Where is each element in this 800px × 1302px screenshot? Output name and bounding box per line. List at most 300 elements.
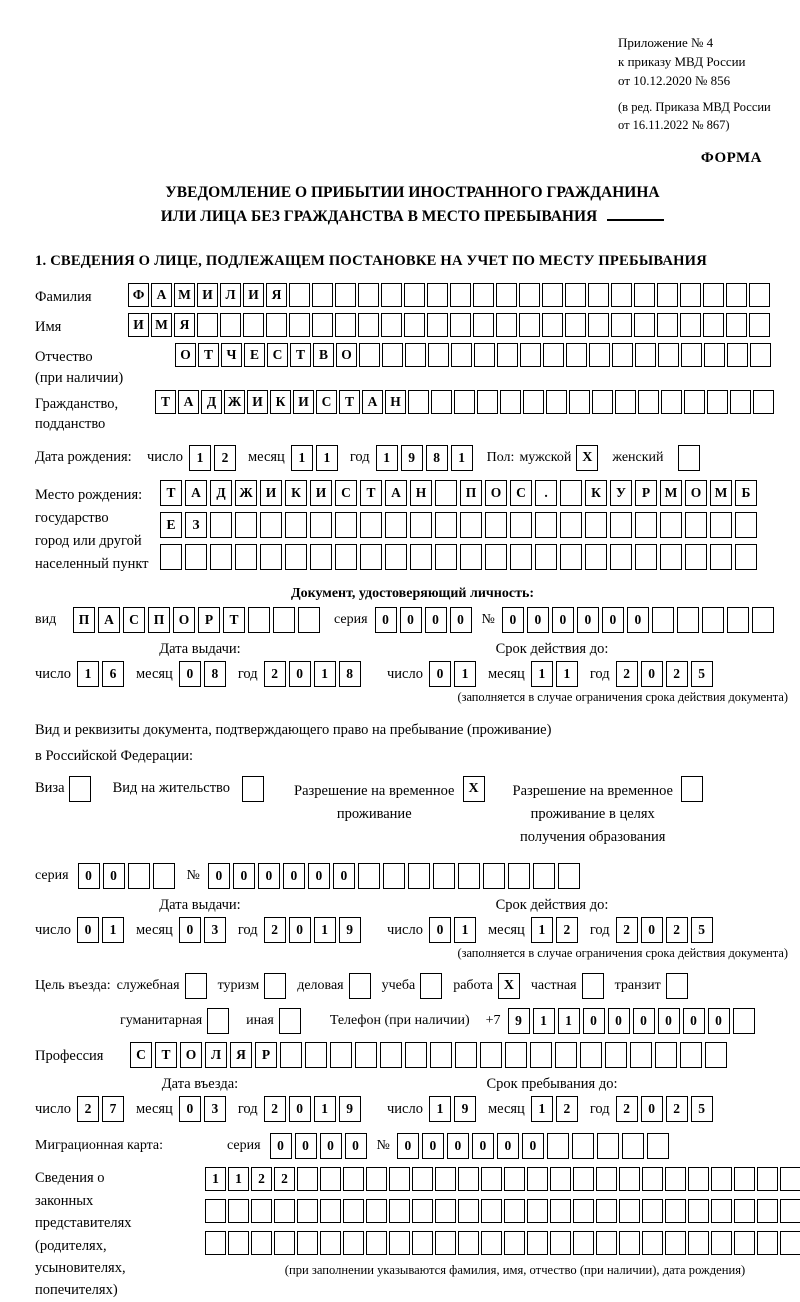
char-cell[interactable]: 8 — [426, 445, 448, 471]
char-cell[interactable] — [297, 1231, 318, 1255]
char-cell[interactable]: 1 — [77, 661, 99, 687]
char-cell[interactable] — [750, 343, 771, 367]
char-cell[interactable] — [477, 390, 498, 414]
char-cell[interactable] — [688, 1231, 709, 1255]
char-cell[interactable] — [389, 1167, 410, 1191]
char-cell[interactable] — [588, 313, 609, 337]
char-cell[interactable] — [596, 1231, 617, 1255]
char-cell[interactable] — [480, 1042, 502, 1068]
residence-permit-checkbox[interactable] — [242, 776, 264, 802]
purpose-chastnaya-checkbox[interactable] — [582, 973, 604, 999]
char-cell[interactable] — [660, 512, 682, 538]
char-cell[interactable]: И — [243, 283, 264, 307]
char-cell[interactable] — [684, 390, 705, 414]
char-cell[interactable]: Ч — [221, 343, 242, 367]
char-cell[interactable] — [433, 863, 455, 889]
char-cell[interactable] — [642, 1167, 663, 1191]
char-cell[interactable]: 1 — [451, 445, 473, 471]
char-cell[interactable]: С — [130, 1042, 152, 1068]
char-cell[interactable] — [589, 343, 610, 367]
char-cell[interactable] — [412, 1167, 433, 1191]
char-cell[interactable] — [335, 544, 357, 570]
char-cell[interactable]: 0 — [397, 1133, 419, 1159]
char-cell[interactable] — [508, 863, 530, 889]
char-cell[interactable]: 0 — [641, 1096, 663, 1122]
char-cell[interactable]: 2 — [666, 917, 688, 943]
char-cell[interactable] — [550, 1231, 571, 1255]
char-cell[interactable]: 0 — [320, 1133, 342, 1159]
char-cell[interactable] — [681, 343, 702, 367]
char-cell[interactable]: 3 — [204, 917, 226, 943]
char-cell[interactable]: 0 — [345, 1133, 367, 1159]
char-cell[interactable]: 0 — [295, 1133, 317, 1159]
char-cell[interactable]: М — [710, 480, 732, 506]
surname-cells[interactable] — [128, 283, 770, 307]
migration-seriya-cells[interactable] — [270, 1133, 367, 1159]
char-cell[interactable] — [638, 390, 659, 414]
char-cell[interactable] — [383, 863, 405, 889]
char-cell[interactable] — [585, 544, 607, 570]
char-cell[interactable]: 5 — [691, 661, 713, 687]
char-cell[interactable]: 0 — [658, 1008, 680, 1034]
char-cell[interactable] — [680, 313, 701, 337]
char-cell[interactable] — [734, 1167, 755, 1191]
char-cell[interactable]: И — [260, 480, 282, 506]
citizenship-cells[interactable] — [155, 390, 774, 414]
char-cell[interactable]: 1 — [376, 445, 398, 471]
char-cell[interactable] — [297, 1167, 318, 1191]
char-cell[interactable] — [685, 544, 707, 570]
char-cell[interactable]: 8 — [339, 661, 361, 687]
char-cell[interactable] — [412, 1231, 433, 1255]
char-cell[interactable]: 0 — [400, 607, 422, 633]
identity-issue-day-cells[interactable] — [77, 661, 124, 687]
char-cell[interactable] — [660, 544, 682, 570]
char-cell[interactable] — [704, 343, 725, 367]
char-cell[interactable]: 2 — [214, 445, 236, 471]
char-cell[interactable] — [335, 283, 356, 307]
char-cell[interactable]: П — [73, 607, 95, 633]
char-cell[interactable]: Я — [266, 283, 287, 307]
char-cell[interactable]: 9 — [454, 1096, 476, 1122]
char-cell[interactable] — [610, 544, 632, 570]
char-cell[interactable]: 1 — [314, 661, 336, 687]
char-cell[interactable]: А — [185, 480, 207, 506]
char-cell[interactable] — [550, 1167, 571, 1191]
char-cell[interactable] — [298, 607, 320, 633]
char-cell[interactable] — [496, 313, 517, 337]
char-cell[interactable] — [652, 607, 674, 633]
char-cell[interactable] — [410, 512, 432, 538]
char-cell[interactable]: 0 — [422, 1133, 444, 1159]
char-cell[interactable] — [757, 1231, 778, 1255]
char-cell[interactable] — [622, 1133, 644, 1159]
char-cell[interactable]: 0 — [270, 1133, 292, 1159]
char-cell[interactable]: 0 — [429, 917, 451, 943]
char-cell[interactable]: 1 — [228, 1167, 249, 1191]
char-cell[interactable]: Ж — [235, 480, 257, 506]
char-cell[interactable] — [289, 313, 310, 337]
char-cell[interactable] — [380, 1042, 402, 1068]
char-cell[interactable]: 0 — [233, 863, 255, 889]
char-cell[interactable] — [519, 283, 540, 307]
char-cell[interactable] — [450, 313, 471, 337]
char-cell[interactable]: 2 — [666, 1096, 688, 1122]
char-cell[interactable] — [335, 512, 357, 538]
char-cell[interactable]: И — [310, 480, 332, 506]
char-cell[interactable] — [343, 1199, 364, 1223]
char-cell[interactable] — [481, 1231, 502, 1255]
char-cell[interactable] — [185, 544, 207, 570]
char-cell[interactable]: Я — [230, 1042, 252, 1068]
char-cell[interactable]: 0 — [208, 863, 230, 889]
char-cell[interactable] — [458, 1199, 479, 1223]
char-cell[interactable] — [310, 544, 332, 570]
char-cell[interactable] — [635, 512, 657, 538]
entry-month-cells[interactable] — [179, 1096, 226, 1122]
char-cell[interactable] — [285, 512, 307, 538]
char-cell[interactable] — [680, 1042, 702, 1068]
char-cell[interactable] — [485, 512, 507, 538]
char-cell[interactable]: Т — [223, 607, 245, 633]
char-cell[interactable]: 2 — [264, 1096, 286, 1122]
char-cell[interactable]: З — [185, 512, 207, 538]
char-cell[interactable]: В — [313, 343, 334, 367]
char-cell[interactable]: 0 — [179, 917, 201, 943]
char-cell[interactable]: О — [485, 480, 507, 506]
char-cell[interactable] — [546, 390, 567, 414]
char-cell[interactable] — [500, 390, 521, 414]
char-cell[interactable]: 2 — [251, 1167, 272, 1191]
char-cell[interactable] — [381, 313, 402, 337]
char-cell[interactable] — [320, 1199, 341, 1223]
char-cell[interactable] — [734, 1231, 755, 1255]
char-cell[interactable] — [680, 283, 701, 307]
char-cell[interactable]: П — [148, 607, 170, 633]
char-cell[interactable] — [274, 1199, 295, 1223]
char-cell[interactable] — [661, 390, 682, 414]
char-cell[interactable] — [481, 1199, 502, 1223]
char-cell[interactable] — [572, 1133, 594, 1159]
char-cell[interactable] — [727, 343, 748, 367]
residence-seriya-cells[interactable] — [78, 863, 175, 889]
char-cell[interactable] — [702, 607, 724, 633]
migration-nomer-cells[interactable] — [397, 1133, 669, 1159]
char-cell[interactable] — [330, 1042, 352, 1068]
char-cell[interactable] — [473, 283, 494, 307]
stay-month-cells[interactable] — [531, 1096, 578, 1122]
char-cell[interactable] — [428, 343, 449, 367]
purpose-gumanitarnaya-checkbox[interactable] — [207, 1008, 229, 1034]
char-cell[interactable]: 0 — [425, 607, 447, 633]
char-cell[interactable]: 0 — [497, 1133, 519, 1159]
char-cell[interactable] — [677, 607, 699, 633]
char-cell[interactable] — [635, 544, 657, 570]
char-cell[interactable] — [431, 390, 452, 414]
char-cell[interactable] — [274, 1231, 295, 1255]
char-cell[interactable] — [605, 1042, 627, 1068]
doc-type-cells[interactable] — [73, 607, 320, 633]
char-cell[interactable] — [289, 283, 310, 307]
char-cell[interactable] — [455, 1042, 477, 1068]
char-cell[interactable] — [619, 1199, 640, 1223]
char-cell[interactable]: 0 — [179, 661, 201, 687]
char-cell[interactable] — [305, 1042, 327, 1068]
legal-row2-cells[interactable] — [205, 1199, 800, 1223]
char-cell[interactable]: 2 — [274, 1167, 295, 1191]
char-cell[interactable]: 2 — [77, 1096, 99, 1122]
char-cell[interactable] — [404, 283, 425, 307]
char-cell[interactable] — [266, 313, 287, 337]
char-cell[interactable] — [460, 544, 482, 570]
char-cell[interactable]: 1 — [314, 917, 336, 943]
char-cell[interactable] — [657, 313, 678, 337]
char-cell[interactable] — [210, 512, 232, 538]
purpose-delovaya-checkbox[interactable] — [349, 973, 371, 999]
char-cell[interactable] — [735, 512, 757, 538]
char-cell[interactable] — [427, 283, 448, 307]
char-cell[interactable] — [780, 1231, 800, 1255]
char-cell[interactable] — [585, 512, 607, 538]
char-cell[interactable]: . — [535, 480, 557, 506]
char-cell[interactable]: К — [270, 390, 291, 414]
char-cell[interactable] — [555, 1042, 577, 1068]
char-cell[interactable] — [251, 1199, 272, 1223]
char-cell[interactable] — [611, 283, 632, 307]
char-cell[interactable] — [727, 607, 749, 633]
char-cell[interactable]: Ж — [224, 390, 245, 414]
purpose-turizm-checkbox[interactable] — [264, 973, 286, 999]
char-cell[interactable] — [385, 544, 407, 570]
char-cell[interactable] — [343, 1231, 364, 1255]
char-cell[interactable]: С — [510, 480, 532, 506]
char-cell[interactable] — [634, 313, 655, 337]
char-cell[interactable] — [630, 1042, 652, 1068]
char-cell[interactable] — [665, 1231, 686, 1255]
char-cell[interactable] — [310, 512, 332, 538]
char-cell[interactable]: У — [610, 480, 632, 506]
char-cell[interactable]: А — [98, 607, 120, 633]
char-cell[interactable]: 2 — [616, 1096, 638, 1122]
char-cell[interactable]: М — [660, 480, 682, 506]
char-cell[interactable]: 0 — [333, 863, 355, 889]
char-cell[interactable] — [320, 1167, 341, 1191]
char-cell[interactable] — [474, 343, 495, 367]
gender-female-checkbox[interactable] — [678, 445, 700, 471]
char-cell[interactable]: 0 — [308, 863, 330, 889]
char-cell[interactable] — [473, 313, 494, 337]
char-cell[interactable]: О — [180, 1042, 202, 1068]
char-cell[interactable] — [642, 1199, 663, 1223]
char-cell[interactable]: О — [175, 343, 196, 367]
entry-day-cells[interactable] — [77, 1096, 124, 1122]
char-cell[interactable] — [580, 1042, 602, 1068]
char-cell[interactable] — [612, 343, 633, 367]
char-cell[interactable] — [560, 512, 582, 538]
char-cell[interactable] — [248, 607, 270, 633]
patronymic-cells[interactable] — [175, 343, 771, 367]
char-cell[interactable] — [688, 1199, 709, 1223]
char-cell[interactable] — [320, 1231, 341, 1255]
char-cell[interactable]: 2 — [264, 917, 286, 943]
char-cell[interactable]: 0 — [552, 607, 574, 633]
char-cell[interactable] — [366, 1231, 387, 1255]
char-cell[interactable] — [381, 283, 402, 307]
purpose-inaya-checkbox[interactable] — [279, 1008, 301, 1034]
char-cell[interactable]: 0 — [289, 1096, 311, 1122]
char-cell[interactable]: Р — [255, 1042, 277, 1068]
char-cell[interactable] — [343, 1167, 364, 1191]
char-cell[interactable] — [481, 1167, 502, 1191]
char-cell[interactable] — [408, 390, 429, 414]
char-cell[interactable]: 1 — [531, 661, 553, 687]
char-cell[interactable] — [565, 283, 586, 307]
char-cell[interactable]: П — [460, 480, 482, 506]
char-cell[interactable] — [619, 1167, 640, 1191]
char-cell[interactable] — [703, 313, 724, 337]
char-cell[interactable] — [520, 343, 541, 367]
char-cell[interactable] — [685, 512, 707, 538]
char-cell[interactable]: М — [174, 283, 195, 307]
char-cell[interactable]: 0 — [450, 607, 472, 633]
char-cell[interactable]: 0 — [602, 607, 624, 633]
char-cell[interactable] — [527, 1199, 548, 1223]
char-cell[interactable]: А — [178, 390, 199, 414]
char-cell[interactable]: Е — [160, 512, 182, 538]
char-cell[interactable] — [366, 1199, 387, 1223]
char-cell[interactable] — [404, 313, 425, 337]
char-cell[interactable]: 0 — [78, 863, 100, 889]
char-cell[interactable] — [458, 863, 480, 889]
char-cell[interactable] — [780, 1167, 800, 1191]
char-cell[interactable]: 0 — [522, 1133, 544, 1159]
identity-valid-day-cells[interactable] — [429, 661, 476, 687]
char-cell[interactable]: С — [267, 343, 288, 367]
purpose-tranzit-checkbox[interactable] — [666, 973, 688, 999]
char-cell[interactable]: 0 — [683, 1008, 705, 1034]
char-cell[interactable] — [251, 1231, 272, 1255]
char-cell[interactable]: 1 — [454, 917, 476, 943]
char-cell[interactable]: Т — [360, 480, 382, 506]
identity-issue-year-cells[interactable] — [264, 661, 361, 687]
char-cell[interactable] — [558, 863, 580, 889]
char-cell[interactable] — [504, 1167, 525, 1191]
char-cell[interactable] — [435, 1199, 456, 1223]
char-cell[interactable] — [458, 1167, 479, 1191]
char-cell[interactable] — [565, 313, 586, 337]
char-cell[interactable] — [389, 1231, 410, 1255]
char-cell[interactable] — [153, 863, 175, 889]
char-cell[interactable] — [665, 1199, 686, 1223]
char-cell[interactable]: 1 — [291, 445, 313, 471]
char-cell[interactable]: Н — [385, 390, 406, 414]
char-cell[interactable]: 1 — [531, 1096, 553, 1122]
char-cell[interactable] — [405, 343, 426, 367]
stay-day-cells[interactable] — [429, 1096, 476, 1122]
legal-row1-cells[interactable] — [205, 1167, 800, 1191]
visa-checkbox[interactable] — [69, 776, 91, 802]
residence-issue-month-cells[interactable] — [179, 917, 226, 943]
char-cell[interactable] — [228, 1231, 249, 1255]
char-cell[interactable]: Л — [205, 1042, 227, 1068]
char-cell[interactable] — [615, 390, 636, 414]
char-cell[interactable] — [435, 512, 457, 538]
char-cell[interactable]: Б — [735, 480, 757, 506]
char-cell[interactable] — [634, 283, 655, 307]
char-cell[interactable] — [360, 512, 382, 538]
char-cell[interactable] — [573, 1167, 594, 1191]
char-cell[interactable] — [205, 1231, 226, 1255]
char-cell[interactable] — [389, 1199, 410, 1223]
char-cell[interactable]: Т — [198, 343, 219, 367]
char-cell[interactable]: 0 — [577, 607, 599, 633]
char-cell[interactable]: 1 — [102, 917, 124, 943]
char-cell[interactable]: 8 — [204, 661, 226, 687]
temp-residence-checkbox[interactable]: X — [463, 776, 485, 802]
char-cell[interactable] — [280, 1042, 302, 1068]
char-cell[interactable]: С — [316, 390, 337, 414]
gender-male-checkbox[interactable]: X — [576, 445, 598, 471]
char-cell[interactable] — [505, 1042, 527, 1068]
char-cell[interactable]: И — [247, 390, 268, 414]
char-cell[interactable] — [220, 313, 241, 337]
char-cell[interactable]: 0 — [627, 607, 649, 633]
char-cell[interactable]: 6 — [102, 661, 124, 687]
char-cell[interactable] — [726, 313, 747, 337]
char-cell[interactable]: 1 — [558, 1008, 580, 1034]
purpose-ucheba-checkbox[interactable] — [420, 973, 442, 999]
char-cell[interactable]: 2 — [556, 1096, 578, 1122]
char-cell[interactable] — [705, 1042, 727, 1068]
char-cell[interactable] — [243, 313, 264, 337]
char-cell[interactable] — [530, 1042, 552, 1068]
char-cell[interactable]: С — [123, 607, 145, 633]
char-cell[interactable]: Т — [155, 390, 176, 414]
entry-year-cells[interactable] — [264, 1096, 361, 1122]
char-cell[interactable]: А — [151, 283, 172, 307]
char-cell[interactable] — [535, 544, 557, 570]
char-cell[interactable] — [355, 1042, 377, 1068]
char-cell[interactable]: О — [336, 343, 357, 367]
char-cell[interactable] — [707, 390, 728, 414]
char-cell[interactable]: Я — [174, 313, 195, 337]
char-cell[interactable] — [235, 544, 257, 570]
char-cell[interactable]: 0 — [472, 1133, 494, 1159]
char-cell[interactable]: И — [293, 390, 314, 414]
char-cell[interactable] — [205, 1199, 226, 1223]
char-cell[interactable]: 0 — [77, 917, 99, 943]
char-cell[interactable] — [569, 390, 590, 414]
char-cell[interactable]: 2 — [264, 661, 286, 687]
char-cell[interactable] — [688, 1167, 709, 1191]
char-cell[interactable]: 2 — [556, 917, 578, 943]
char-cell[interactable] — [408, 863, 430, 889]
char-cell[interactable] — [454, 390, 475, 414]
char-cell[interactable]: С — [335, 480, 357, 506]
purpose-rabota-checkbox[interactable]: X — [498, 973, 520, 999]
char-cell[interactable]: 1 — [316, 445, 338, 471]
char-cell[interactable] — [427, 313, 448, 337]
char-cell[interactable] — [335, 313, 356, 337]
char-cell[interactable] — [560, 480, 582, 506]
char-cell[interactable]: 5 — [691, 1096, 713, 1122]
char-cell[interactable] — [596, 1199, 617, 1223]
char-cell[interactable] — [128, 863, 150, 889]
char-cell[interactable]: 0 — [103, 863, 125, 889]
temp-residence-edu-checkbox[interactable] — [681, 776, 703, 802]
char-cell[interactable]: 1 — [189, 445, 211, 471]
char-cell[interactable] — [533, 863, 555, 889]
